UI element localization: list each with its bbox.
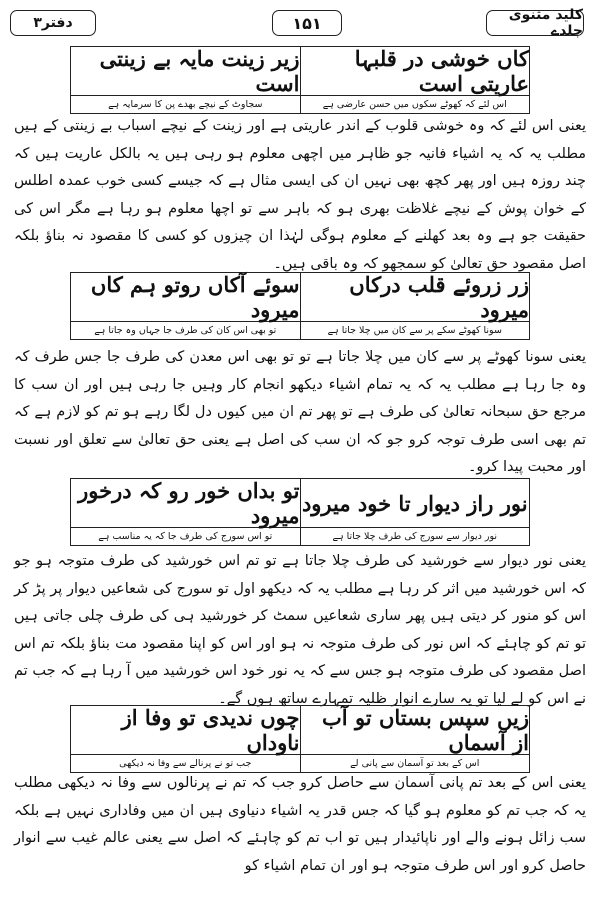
commentary-paragraph-2: یعنی سونا کھوٹے پر سے کان میں چلا جاتا ہے تو تو بھی اس معدن کی طرف جا جس طرف کہ وہ جا رہا ہے مطلب یہ کہ یہ تمام اشیاء دیکھو انجام کار وہیں جا رہی ہیں اور ان سب کا مرجع حق سبحانہ تعالیٰ کی طرف ہے تو پھر تم ان میں کیوں دل لگا رہے ہو تم کو لازم ہے کہ تم بھی اسی طرف توجہ کرو جو کہ ان سب کی اصل ہے یعنی حق تعالیٰ سے تعلق اور نسبت اور محبت پیدا کرو۔ [14,349,586,475]
commentary-paragraph-4: یعنی اس کے بعد تم پانی آسمان سے حاصل کرو جب کہ تم نے پرنالوں سے وفا نہ دیکھی مطلب یہ کہ جب تم کو معلوم ہو گیا کہ جس قدر یہ اشیاء دنیاوی ہیں ان میں وفاداری نہیں ہے بلکہ سب زائل ہونے والے اور ناپائیدار ہیں تو اب تم کو چاہئے کہ اصل سے یعنی عالم غیب سے انوار حاصل کرو اور اس طرف متوجہ ہو اور ان تمام اشیاء کو [14,775,586,874]
translation-right: نور دیوار سے سورج کی طرف چلا جاتا ہے [332,531,497,542]
translation-left: تو بھی اس کان کی طرف جا جہاں وہ جاتا ہے [94,325,277,336]
verse-right-cell [300,273,530,321]
translation-right: اس لئے کہ کھوٹے سکوں میں حسن عارضی ہے [322,99,507,110]
verse-right-cell [300,479,530,527]
verse-right-cell [300,706,530,754]
translation-left-cell [71,96,300,113]
verse-right-cell [300,47,530,95]
verse-left: زیر زینت مایہ بے زینتی است [99,46,300,96]
translation-left-cell [71,528,300,545]
verse-left-cell [71,479,300,527]
commentary-paragraph-3: یعنی نور دیوار سے خورشید کی طرف چلا جاتا ہے تو تم اس خورشید کی طرف متوجہ ہو جو کہ اس خورشید میں اثر کر رہا ہے مطلب یہ کہ دیکھو اول تو سورج کی شعاعیں دیوار پر پڑ کر اس کو منور کر دیتی ہیں پھر ساری شعاعیں سمٹ کر خورشید ہی کی طرف چلی جاتی ہیں تو تم کو چاہئے کہ اس نور کی طرف متوجہ نہ ہو اور اس کو اپنا مقصود مت بناؤ بلکہ تم اس اصل مقصود کی طرف متوجہ ہو جس سے کہ یہ نور خود اس خورشید میں آ رہا ہے کہ جب تم نے اس کو لے لیا تو یہ سارے انوار ظلیہ تمہارے ساتھ ہوں گے۔ [14,553,586,707]
verse-right: کاں خوشی در قلبہا عاریتی است [354,46,529,96]
couplet-table-4 [70,705,530,773]
verse-left: چوں ندیدی تو وفا از ناوداں [121,705,300,755]
translation-right-cell [300,528,530,545]
couplet-table-3 [70,478,530,546]
translation-left-cell [71,322,300,339]
translation-right-cell [300,322,530,339]
translation-left: جب تو نے پرنالے سے وفا نہ دیکھی [119,758,252,769]
page-number [272,10,342,36]
volume-text: دفتر۳ [33,15,73,31]
couplet-table-1 [70,46,530,114]
translation-left: سجاوٹ کے نیچے بھدے پن کا سرمایہ ہے [108,99,263,110]
commentary-paragraph-1: یعنی اس لئے کہ وہ خوشی قلوب کے اندر عاریتی ہے اور زینت کے نیچے اسباب بے زینتی کے ہیں مطلب یہ کہ یہ اشیاء فانیہ جو ظاہر میں اچھی معلوم ہو رہی ہیں یہ بالکل عاریت ہیں کہ چند روزہ ہیں اور پھر کچھ بھی نہیں ان کی ایسی مثال ہے کہ جیسے کسی خوب عمدہ اطلس کے خوان پوش کے نیچے غلاظت بھری ہو کہ باہر سے تو اچھا معلوم ہو رہا ہے مگر اس کی حقیقت جو ہے وہ بعد کھلنے کے معلوم ہوگی لہٰذا ان چیزوں کو کسی کا مقصود نہ بناؤ بلکہ اصل مقصود حق تعالیٰ کو سمجھو کہ وہ باقی ہیں۔ [14,118,586,272]
book-title-text: کلید مثنوی جلدے [508,7,583,39]
book-title [486,7,584,39]
verse-left-cell [71,706,300,754]
verse-left-cell [71,47,300,95]
verse-left: تو بداں خور رو کہ درخور میرود [78,478,300,528]
volume-label [10,10,96,36]
verse-right: نور راز دیوار تا خود میرود [301,490,528,516]
verse-left-cell [71,273,300,321]
translation-right: اس کے بعد تو آسمان سے پانی لے [350,758,480,769]
couplet-table-2 [70,272,530,340]
translation-right: سونا کھوٹے سکے پر سے کان میں چلا جاتا ہے [327,325,502,336]
verse-right: زر زروئے قلب درکاں میرود [349,272,529,322]
verse-right: زیں سپس بستاں تو آب از آسماں [322,705,529,755]
translation-right-cell [300,96,530,113]
page-number-text: ۱۵۱ [292,13,322,33]
translation-left: تو اس سورج کی طرف جا کہ یہ مناسب ہے [98,531,273,542]
verse-left: سوئے آکاں روتو ہم کاں میرود [90,272,300,322]
